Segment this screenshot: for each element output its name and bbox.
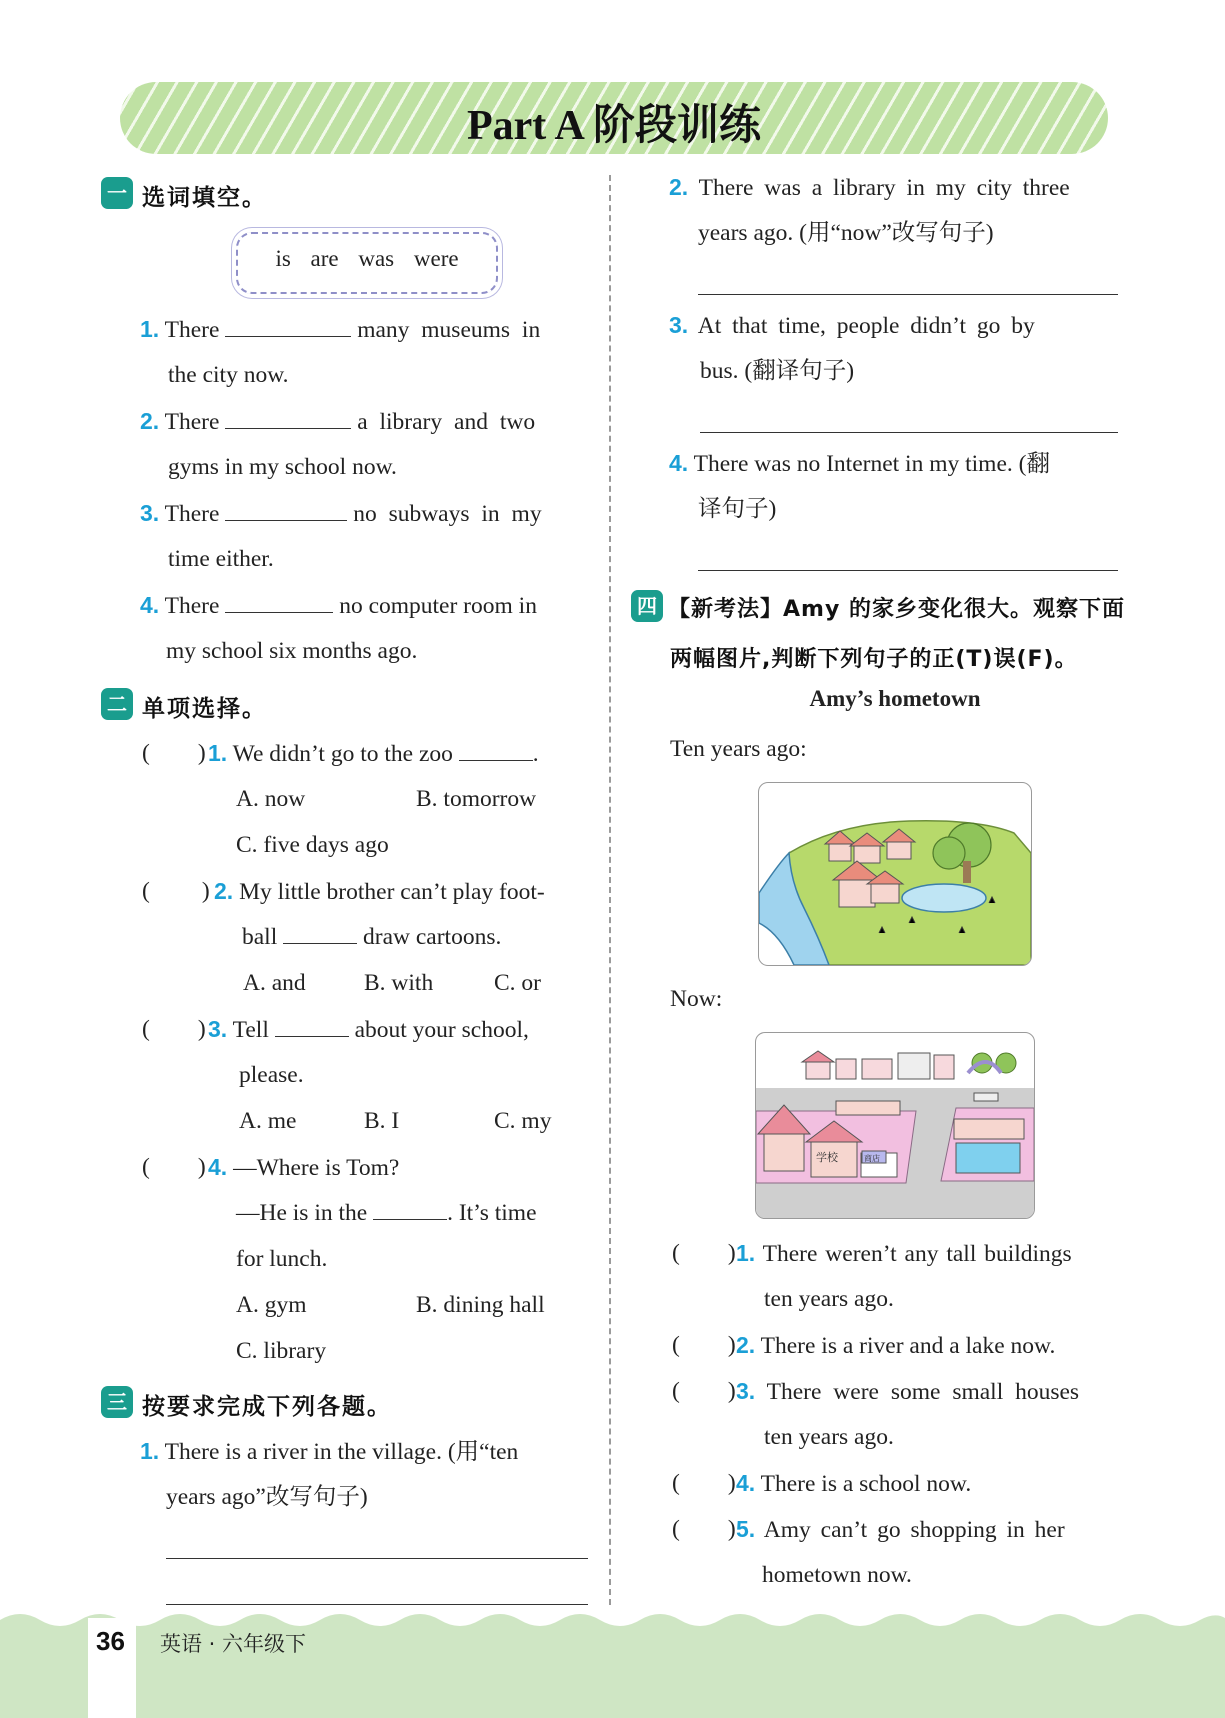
page-title: Part A 阶段训练 xyxy=(467,103,761,149)
paren-close: ) xyxy=(197,1016,206,1042)
option-c[interactable]: C. or xyxy=(494,970,541,996)
question-number: 3. xyxy=(669,312,689,338)
s4-q3 xyxy=(736,1368,1079,1415)
question-number: 2. xyxy=(140,408,160,434)
section-4-title: 【新考法】Amy 的家乡变化很大。观察下面 xyxy=(668,597,1125,622)
question-number: 2. xyxy=(736,1332,756,1358)
paren-close: ) xyxy=(727,1470,736,1496)
section-3-title: 按要求完成下列各题。 xyxy=(142,1394,392,1420)
page-number: 36 xyxy=(96,1626,125,1656)
s4-q5 xyxy=(736,1506,1065,1553)
town-now-picture xyxy=(755,1032,1035,1219)
question-number: 3. xyxy=(208,1016,228,1042)
s1-q4 xyxy=(140,582,537,629)
s1-q4-line2: my school six months ago. xyxy=(166,638,418,664)
s1-q3-line2: time either. xyxy=(168,546,274,572)
section-4-title-line2: 两幅图片,判断下列句子的正(T)误(F)。 xyxy=(670,647,1078,672)
shop-sign: 商店 xyxy=(864,1154,880,1163)
text: There xyxy=(164,501,220,527)
village-then-picture xyxy=(758,782,1032,966)
question-number: 1. xyxy=(140,1438,160,1464)
section-2-badge: 二 xyxy=(101,688,133,720)
option-b[interactable]: B. tomorrow xyxy=(416,786,537,812)
s2-q3-answer-paren[interactable] xyxy=(142,1006,206,1052)
s4-q2-answer-paren[interactable] xyxy=(672,1322,736,1368)
s4-q5-line2: hometown now. xyxy=(762,1562,912,1588)
s2-q3 xyxy=(208,1006,529,1053)
paren-open: ( xyxy=(672,1470,680,1496)
title-banner xyxy=(120,82,1108,154)
answer-line[interactable] xyxy=(698,570,1118,571)
column-divider xyxy=(609,175,611,1605)
paren-open: ( xyxy=(672,1516,680,1542)
text: At that time, people didn’t go by xyxy=(697,313,1035,339)
text: —He is in the xyxy=(236,1200,368,1226)
text: Amy can’t go shopping in her xyxy=(763,1517,1065,1543)
fill-blank[interactable] xyxy=(225,496,347,521)
section-4-badge: 四 xyxy=(631,590,663,622)
word-bank-words: is are was were xyxy=(275,246,459,271)
option-a[interactable]: A. and xyxy=(243,970,306,996)
paren-close: ) xyxy=(201,878,210,904)
fill-blank[interactable] xyxy=(459,736,533,761)
text: There weren’t any tall buildings xyxy=(762,1241,1072,1267)
question-number: 1. xyxy=(736,1240,756,1266)
question-number: 4. xyxy=(669,450,689,476)
question-number: 2. xyxy=(214,878,234,904)
option-a[interactable]: A. gym xyxy=(236,1292,307,1318)
s4-q3-answer-paren[interactable] xyxy=(672,1368,736,1414)
text: There is a river and a lake now. xyxy=(760,1333,1056,1359)
s1-q3 xyxy=(140,490,542,537)
text: There was a library in my city three xyxy=(698,175,1070,201)
text: There xyxy=(164,409,220,435)
text: no subways in my xyxy=(353,501,542,527)
paren-open: ( xyxy=(142,1154,150,1180)
s2-q4 xyxy=(208,1144,399,1191)
s4-q3-line2: ten years ago. xyxy=(764,1424,894,1450)
paren-open: ( xyxy=(142,740,150,766)
question-number: 5. xyxy=(736,1516,756,1542)
paren-open: ( xyxy=(672,1332,680,1358)
s2-q2-line2 xyxy=(242,914,501,960)
paren-open: ( xyxy=(672,1378,680,1404)
text: There were some small houses xyxy=(766,1379,1080,1405)
section-2-title: 单项选择。 xyxy=(142,696,267,722)
s3-q1-line2: years ago”改写句子) xyxy=(166,1484,368,1510)
question-number: 3. xyxy=(736,1378,756,1404)
question-number: 1. xyxy=(140,316,160,342)
text: There is a school now. xyxy=(760,1471,972,1497)
s4-q1-line2: ten years ago. xyxy=(764,1286,894,1312)
s1-q1-line2: the city now. xyxy=(168,362,289,388)
text: There xyxy=(164,593,220,619)
s3-q3 xyxy=(669,302,1035,349)
s1-q1 xyxy=(140,306,540,353)
s3-q4-line2: 译句子) xyxy=(698,496,777,522)
option-a[interactable]: A. now xyxy=(236,786,306,812)
fill-blank[interactable] xyxy=(373,1195,447,1220)
question-number: 3. xyxy=(140,500,160,526)
s2-q1 xyxy=(208,730,539,777)
option-c[interactable]: C. my xyxy=(494,1108,552,1134)
text: no computer room in xyxy=(339,593,537,619)
text: about your school, xyxy=(354,1017,529,1043)
s2-q4-line3: for lunch. xyxy=(236,1246,328,1272)
s2-q2-answer-paren[interactable] xyxy=(142,868,210,914)
s2-q1-answer-paren[interactable] xyxy=(142,730,206,776)
s1-q2 xyxy=(140,398,535,445)
option-b[interactable]: B. with xyxy=(364,970,434,996)
text: —Where is Tom? xyxy=(233,1155,400,1181)
paren-close: ) xyxy=(727,1378,736,1404)
text: There was no Internet in my time. (翻 xyxy=(693,451,1050,477)
paren-open: ( xyxy=(672,1240,680,1266)
answer-line[interactable] xyxy=(166,1604,588,1605)
s3-q2-line2: years ago. (用“now”改写句子) xyxy=(698,220,994,246)
text: Tell xyxy=(232,1017,269,1043)
fill-blank[interactable] xyxy=(275,1012,349,1037)
section-1-title: 选词填空。 xyxy=(142,185,267,211)
fill-blank[interactable] xyxy=(225,404,351,429)
s2-q4-line2 xyxy=(236,1190,537,1236)
text: There xyxy=(164,317,220,343)
footer-wave xyxy=(0,1608,1225,1718)
s3-q3-line2: bus. (翻译句子) xyxy=(700,358,855,384)
answer-line[interactable] xyxy=(700,432,1118,433)
answer-line[interactable] xyxy=(166,1558,588,1559)
paren-close: ) xyxy=(197,740,206,766)
answer-line[interactable] xyxy=(698,294,1118,295)
section-1-badge: 一 xyxy=(101,177,133,209)
text: draw cartoons. xyxy=(363,924,502,950)
fill-blank[interactable] xyxy=(225,312,351,337)
text: ball xyxy=(242,924,278,950)
paren-open: ( xyxy=(142,878,150,904)
option-b[interactable]: B. dining hall xyxy=(416,1292,545,1318)
label-ten-years-ago: Ten years ago: xyxy=(670,736,807,762)
s2-q4-answer-paren[interactable] xyxy=(142,1144,206,1190)
paren-close: ) xyxy=(727,1240,736,1266)
text: . It’s time xyxy=(447,1200,537,1226)
s4-q4 xyxy=(736,1460,971,1507)
text: many museums in xyxy=(357,317,541,343)
option-c[interactable]: C. five days ago xyxy=(236,832,389,858)
s4-q1 xyxy=(736,1230,1072,1277)
fill-blank[interactable] xyxy=(283,919,357,944)
s3-q2 xyxy=(669,164,1070,211)
section-3-badge: 三 xyxy=(101,1386,133,1418)
s4-q2 xyxy=(736,1322,1055,1369)
text: There is a river in the village. (用“ten xyxy=(164,1439,519,1465)
s4-q1-answer-paren[interactable] xyxy=(672,1230,736,1276)
question-number: 2. xyxy=(669,174,689,200)
word-bank xyxy=(236,232,498,294)
paren-open: ( xyxy=(142,1016,150,1042)
text: My little brother can’t play foot- xyxy=(239,879,545,905)
paren-close: ) xyxy=(197,1154,206,1180)
s3-q1 xyxy=(140,1428,518,1475)
question-number: 4. xyxy=(140,592,160,618)
fill-blank[interactable] xyxy=(225,588,333,613)
text: a library and two xyxy=(357,409,536,435)
s2-q2 xyxy=(214,868,545,915)
label-now: Now: xyxy=(670,986,723,1012)
question-number: 1. xyxy=(208,740,228,766)
s4-q4-answer-paren[interactable] xyxy=(672,1460,736,1506)
section-4-subtitle: Amy’s hometown xyxy=(809,686,981,711)
paren-close: ) xyxy=(727,1332,736,1358)
text: We didn’t go to the zoo xyxy=(232,741,453,767)
text: . xyxy=(532,741,539,767)
question-number: 4. xyxy=(736,1470,756,1496)
question-number: 4. xyxy=(208,1154,228,1180)
s1-q2-line2: gyms in my school now. xyxy=(168,454,397,480)
option-a[interactable]: A. me xyxy=(239,1108,297,1134)
option-b[interactable]: B. I xyxy=(364,1108,400,1134)
s2-q3-line2: please. xyxy=(239,1062,304,1088)
s4-q5-answer-paren[interactable] xyxy=(672,1506,736,1552)
s3-q4 xyxy=(669,440,1050,487)
paren-close: ) xyxy=(727,1516,736,1542)
school-sign: 学校 xyxy=(816,1151,838,1164)
footer-subject: 英语 · 六年级下 xyxy=(160,1632,307,1656)
option-c[interactable]: C. library xyxy=(236,1338,327,1364)
